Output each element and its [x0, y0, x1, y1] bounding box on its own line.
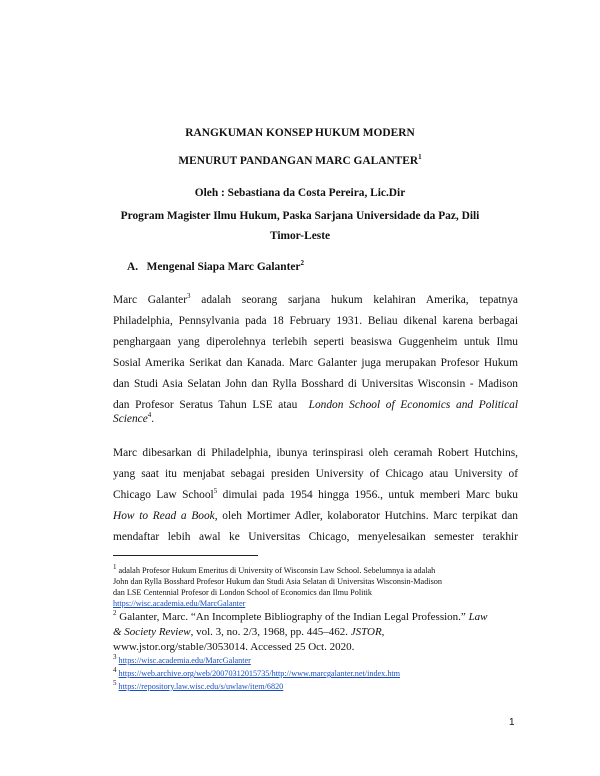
footnote-5-link[interactable]: https://repository.law.wisc.edu/s/uwlaw/item/6820 [118, 682, 284, 691]
para1-line-2: Philadelphia, Pennsylvania pada 18 February 1931. Beliau dikenal karena berbagai [113, 315, 518, 327]
footnote-4-link[interactable]: https://web.archive.org/web/20070312015735/http://www.marcgalanter.net/index.htm [118, 669, 401, 678]
affiliation-line-2: Timor-Leste [269, 230, 331, 242]
para2-line-3 [113, 486, 519, 501]
para2-text: dimulai pada 1954 hingga 1956., untuk memberi Marc buku [217, 489, 519, 501]
para1-line-7 [113, 410, 518, 425]
section-heading-text: A. Mengenal Siapa Marc Galanter [127, 261, 301, 273]
footnote-ref-4: 4 [147, 410, 152, 419]
footnote-text: Galanter, Marc. “An Incomplete Bibliography of the Indian Legal Profession.” [116, 611, 469, 623]
title-line-2 [0, 152, 600, 167]
para2-line-2: yang saat itu menjabat sebagai presiden University of Chicago atau University of [113, 468, 518, 480]
footnote-1-link[interactable]: https://wisc.academia.edu/MarcGalanter [113, 599, 246, 608]
para1-text: . [151, 413, 155, 425]
author-line: Oleh : Sebastiana da Costa Pereira, Lic.Dir [194, 187, 406, 199]
footnote-italic: Law [468, 611, 488, 623]
footnote-number: 5 [113, 678, 117, 687]
para1-line-3: penghargaan yang diperolehnya terlebih seperti beasiswa Guggenheim untuk Ilmu [113, 336, 518, 348]
footnote-text: , vol. 3, no. 2/3, 1968, pp. 445–462. [190, 626, 351, 638]
footnote-divider [113, 555, 258, 556]
para1-text: dan Profesor Seratus Tahun LSE atau [113, 399, 309, 411]
footnote-number: 3 [113, 652, 117, 661]
footnote-2-line-3: www.jstor.org/stable/3053014. Accessed 25 Oct. 2020. [113, 641, 355, 653]
section-heading [127, 258, 304, 273]
page-number: 1 [509, 717, 515, 728]
footnote-ref-2: 2 [300, 258, 304, 267]
para1-italic: London School of Economics and Political [308, 399, 518, 411]
footnote-italic: JSTOR [350, 626, 382, 638]
footnote-4 [113, 665, 533, 678]
para1-text: adalah seorang sarjana hukum kelahiran Amerika, tepatnya [190, 294, 518, 306]
footnote-italic: & Society Review [113, 626, 191, 638]
footnote-1-line-3: dan LSE Centennial Profesor di London School of Economics dan Ilmu Politik [113, 588, 373, 597]
para1-text: Marc Galanter [113, 294, 188, 306]
footnote-number: 1 [113, 562, 117, 571]
footnote-1-line-1 [113, 562, 533, 575]
footnote-2-line-1 [113, 608, 533, 623]
title-line-2-text: MENURUT PANDANGAN MARC GALANTER [178, 155, 419, 167]
footnote-5 [113, 678, 533, 691]
para1-line-4: Sosial Amerika Serikat dan Kanada. Marc Galanter juga merupakan Profesor Hukum [113, 357, 518, 369]
para1-line-1 [113, 291, 518, 306]
para1-line-5: dan Studi Asia Selatan John dan Rylla Bosshard di Universitas Wisconsin - Madison [113, 378, 518, 390]
footnote-1-link-line [113, 599, 533, 608]
footnote-number: 2 [113, 608, 117, 617]
para2-line-5: mendaftar lebih awal ke Universitas Chicago, menyelesaikan semester terakhir [113, 531, 518, 543]
footnote-3 [113, 652, 533, 665]
para2-text: , oleh Mortimer Adler, kolaborator Hutchins. Marc terpikat dan [214, 510, 518, 522]
affiliation-line-1: Program Magister Ilmu Hukum, Paska Sarjana Universidade da Paz, Dili [120, 210, 480, 222]
title-line-1: RANGKUMAN KONSEP HUKUM MODERN [185, 127, 415, 139]
para2-line-4 [113, 511, 518, 522]
footnote-2-line-2 [113, 626, 533, 638]
footnote-ref-5: 5 [213, 486, 218, 495]
footnote-text: adalah Profesor Hukum Emeritus di University of Wisconsin Law School. Sebelumnya ia adalah [116, 566, 436, 575]
footnote-3-link[interactable]: https://wisc.academia.edu/MarcGalanter [118, 656, 251, 665]
footnote-text: , [381, 626, 385, 638]
footnote-ref-1: 1 [418, 152, 422, 161]
para2-line-1: Marc dibesarkan di Philadelphia, ibunya terinspirasi oleh ceramah Robert Hutchins, [113, 447, 518, 459]
footnote-ref-3: 3 [187, 291, 191, 300]
footnote-number: 4 [113, 665, 117, 674]
para2-italic: How to Read a Book [113, 510, 215, 522]
para1-line-6 [113, 400, 518, 411]
para2-text: Chicago Law School [113, 489, 214, 501]
footnote-1-line-2: John dan Rylla Bosshard Profesor Hukum dan Studi Asia Selatan di Universitas Wisconsin-Madison [113, 577, 442, 586]
para1-italic: Science [113, 413, 148, 425]
